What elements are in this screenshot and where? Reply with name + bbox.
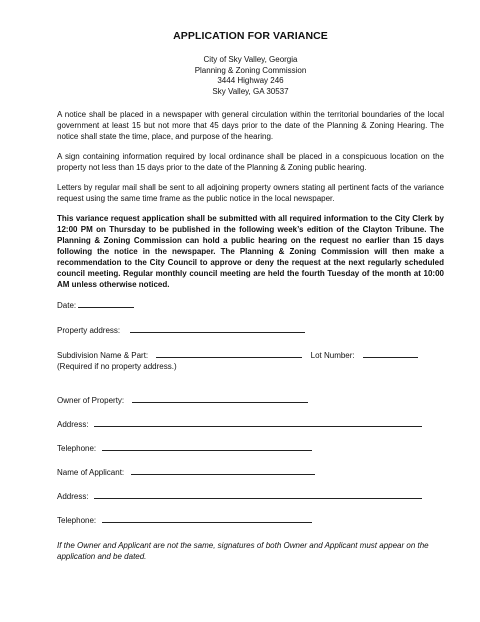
lot-number-blank[interactable]: [363, 349, 418, 358]
signature-note: If the Owner and Applicant are not the same, signatures of both Owner and Applicant must appear on the application and be dated.: [57, 541, 429, 561]
applicant-telephone-label: Telephone:: [57, 516, 97, 525]
applicant-telephone-blank[interactable]: [102, 514, 312, 523]
applicant-label: Name of Applicant:: [57, 468, 125, 477]
address-line-street: 3444 Highway 246: [217, 76, 284, 85]
newspaper-notice-paragraph: A notice shall be placed in a newspaper with general circulation within the territorial boundaries of the local government at least 15 but not more that 45 days prior to the date of the Planning & Zoning Hearing. The notice shall state the time, place, and purpose of the hearing.: [57, 110, 444, 141]
date-field[interactable]: [57, 299, 444, 311]
applicant-field[interactable]: [57, 466, 444, 478]
applicant-address-label: Address:: [57, 492, 89, 501]
sign-paragraph: A sign containing information required by local ordinance shall be placed in a conspicuous location on the property not less than 15 days prior to the date of the Planning & Zoning public hearing.: [57, 152, 444, 172]
property-address-blank[interactable]: [130, 324, 305, 333]
address-line-commission: Planning & Zoning Commission: [194, 65, 307, 75]
submission-paragraph: This variance request application shall be submitted with all required information to the City Clerk by 12:00 PM on Thursday to be published in the following week’s edition of the Clayton Tribune. The Planning & Zoning Commission can hold a public hearing on the request no earlier than 15 days following the notice in the newspaper. The Planning & Zoning Commission will then make a recommendation to the City Council to approve or deny the request at the next regularly scheduled council meeting. Regular monthly council meeting are held the fourth Tuesday of the month at 10:00 AM unless otherwise noticed.: [57, 214, 444, 289]
subdivision-field[interactable]: [57, 349, 444, 361]
applicant-address-blank[interactable]: [94, 490, 422, 499]
page-title: APPLICATION FOR VARIANCE: [173, 30, 328, 42]
applicant-telephone-field[interactable]: [57, 514, 444, 526]
applicant-address-field[interactable]: [57, 490, 444, 502]
property-address-field[interactable]: [57, 324, 444, 336]
owner-address-field[interactable]: [57, 418, 444, 430]
property-address-label: Property address:: [57, 326, 121, 335]
owner-field[interactable]: [57, 394, 444, 406]
owner-label: Owner of Property:: [57, 396, 125, 405]
address-block: [57, 55, 444, 97]
date-blank[interactable]: [78, 299, 134, 308]
letters-paragraph: Letters by regular mail shall be sent to all adjoining property owners stating all pertinent facts of the variance request using the same time frame as the public notice in the local newspaper.: [57, 183, 444, 203]
address-line-zip: Sky Valley, GA 30537: [212, 86, 289, 96]
subdivision-label: Subdivision Name & Part:: [57, 351, 149, 360]
subdivision-blank[interactable]: [156, 349, 302, 358]
required-note: (Required if no property address.): [57, 362, 177, 371]
lot-number-label: Lot Number:: [310, 351, 355, 360]
owner-telephone-field[interactable]: [57, 442, 444, 454]
owner-address-blank[interactable]: [94, 418, 422, 427]
owner-telephone-label: Telephone:: [57, 444, 97, 453]
owner-address-label: Address:: [57, 420, 89, 429]
owner-blank[interactable]: [132, 394, 308, 403]
owner-telephone-blank[interactable]: [102, 442, 312, 451]
applicant-blank[interactable]: [131, 466, 315, 475]
date-label: Date:: [57, 301, 77, 310]
address-line-city: City of Sky Valley, Georgia: [203, 55, 298, 64]
